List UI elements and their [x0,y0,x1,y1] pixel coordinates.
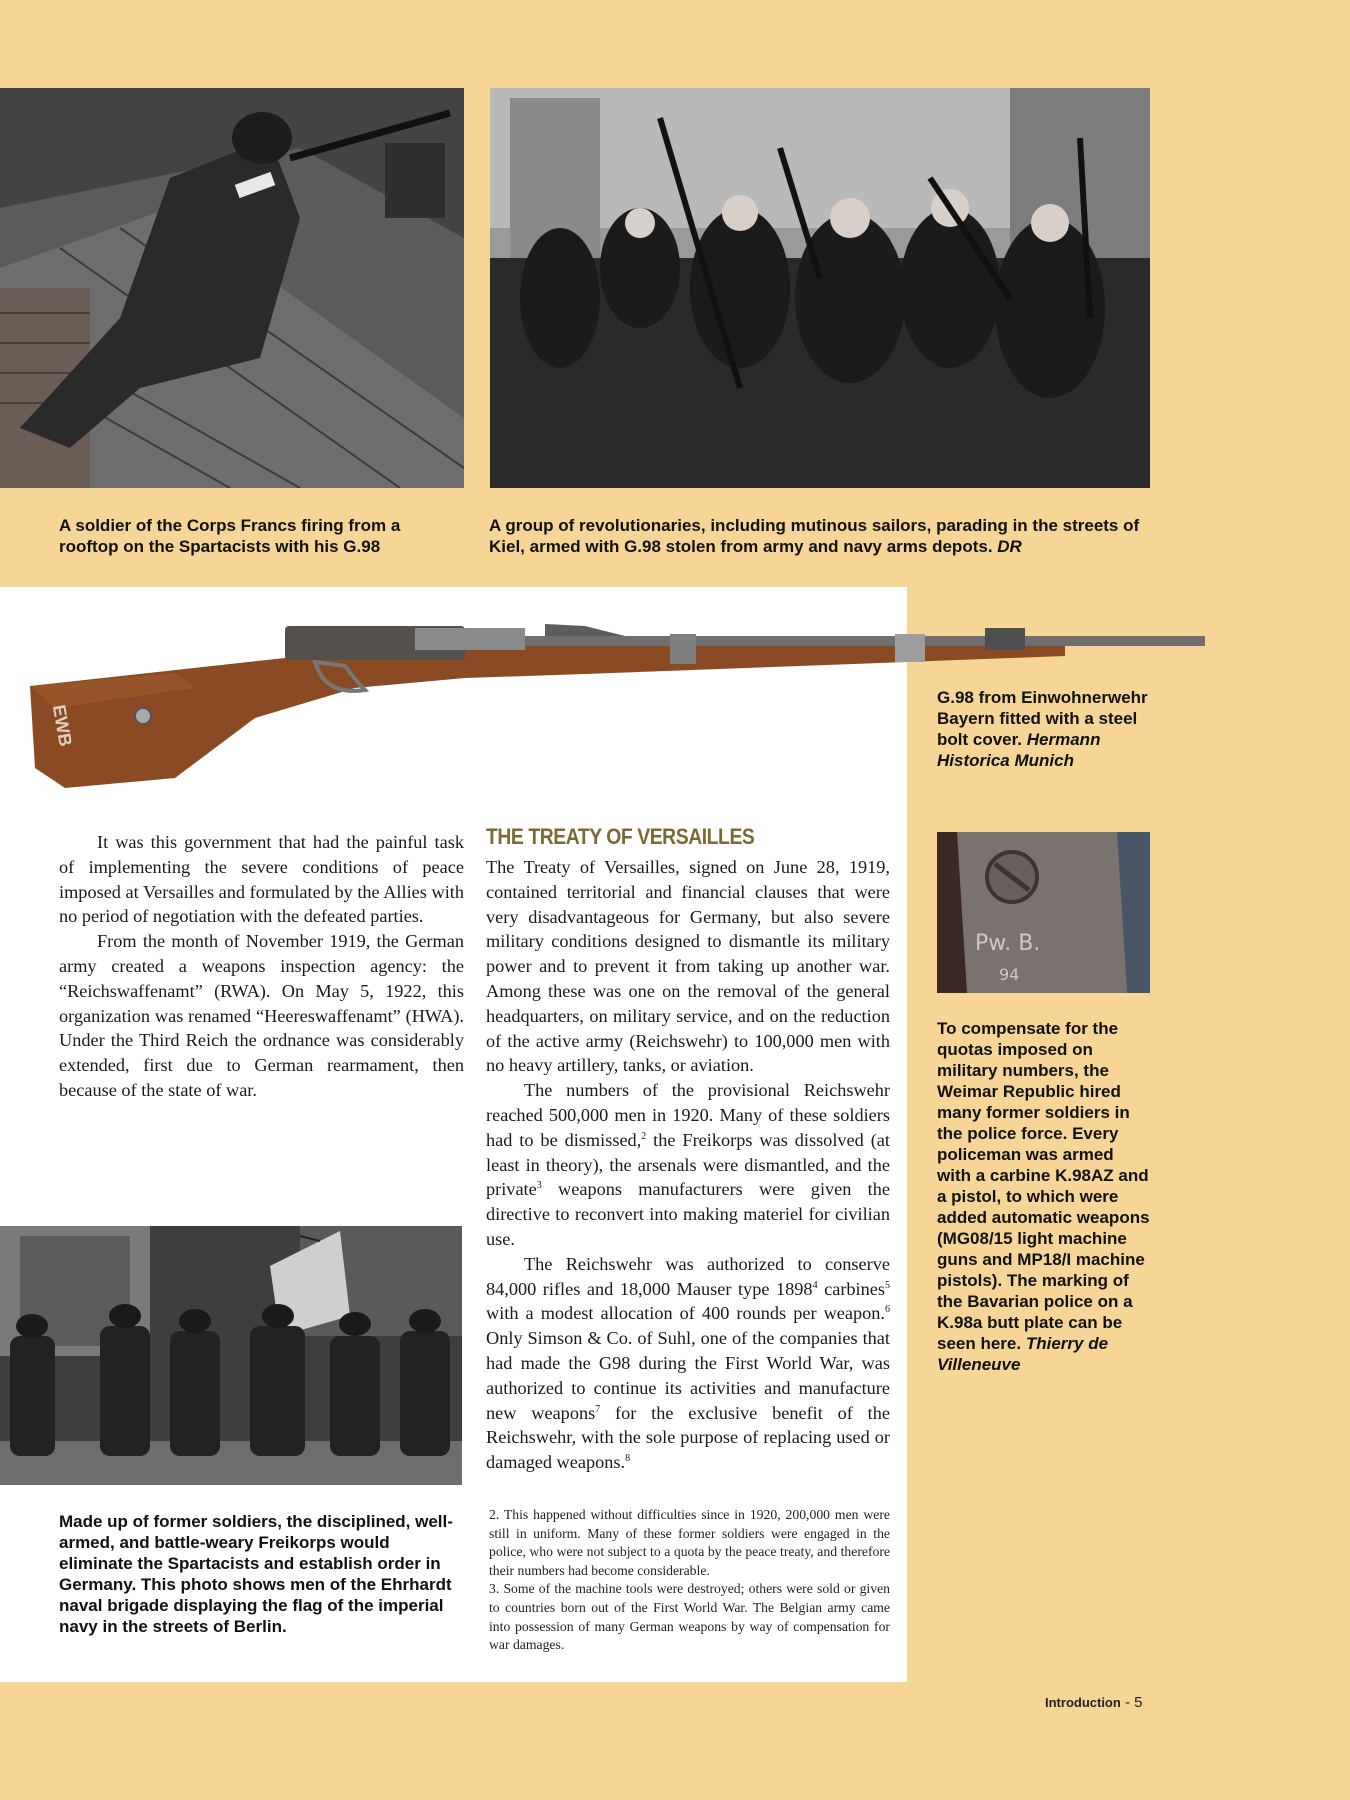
rifle-stock-marking: EWB [48,703,76,749]
section-heading: THE TREATY OF VERSAILLES [486,824,755,849]
butt-plate-marking-line2: 94 [999,965,1020,984]
page-number: 5 [1134,1694,1143,1711]
body-paragraph: It was this government that had the painful task of implementing the severe conditions of peace imposed at Versailles and formulated by the Allies with no period of negotiation with the defeated parties. [59,832,464,927]
photo-butt-plate-marking [937,832,1150,993]
caption-rifle [937,687,1157,771]
photo-rooftop-soldier [0,88,464,488]
body-paragraph: The Reichswehr was authorized to conserve 84,000 rifles and 18,000 Mauser type 1898$^4$ carbines$^5$ with a modest allocation of 400 rounds per weapon.$^6$ Only Simson & Co. of Suhl, one of the companies that had made the G98 during the First World War, was authorized to continue its activities and manufacture new weapons$^7$ for the exclusive benefit of the Reichswehr, with the sole purpose of replacing used or damaged weapons.$^8$ [486,1253,890,1473]
caption-kiel [489,515,1151,557]
body-paragraph: From the month of November 1919, the German army created a weapons inspection agency: the “Reichswaffenamt” (RWA). On May 5, 1922, this organization was renamed “Heereswaffenamt” (HWA). Under the Third Reich the ordnance was considerably extended, first due to German rearmament, then because of the state of war. [59,931,464,1100]
caption-rifle-credit: Hermann Historica Munich [937,730,1101,770]
folio-section: Introduction [1045,1695,1121,1710]
footnotes [489,1506,890,1655]
caption-rooftop [59,515,459,557]
caption-freikorps-text: Made up of former soldiers, the disciplined, well-armed, and battle-weary Freikorps would eliminate the Spartacists and establish order in Germany. This photo shows men of the Ehrhardt naval brigade displaying the flag of the imperial navy in the streets of Berlin. [59,1512,453,1636]
body-paragraph: The numbers of the provisional Reichswehr reached 500,000 men in 1920. Many of these soldiers had to be dismissed,$^2$ the Freikorps was dissolved (at least in theory), the arsenals were dismantled, and the private$^3$ weapons manufacturers were given the directive to reconvert into making materiel for civilian use. [486,1080,890,1249]
caption-freikorps [59,1511,463,1637]
body-paragraph: The Treaty of Versailles, signed on June 28, 1919, contained territorial and financial clauses that were very disadvantageous for Germany, but also severe military conditions designed to dismantle its military power and to prevent it from taking up another war. Among these was one on the removal of the general headquarters, on military service, and on the reduction of the active army (Reichswehr) to 100,000 men with no heavy artillery, tanks, or aviation. [486,857,890,1076]
photo-kiel-revolutionaries [490,88,1150,488]
folio-separator: - [1125,1694,1130,1711]
photo-freikorps-berlin [0,1226,462,1485]
middle-column-text [486,855,890,1475]
caption-kiel-text: A group of revolutionaries, including mutinous sailors, parading in the streets of Kiel, armed with G.98 stolen from army and navy arms depots. [489,516,1140,556]
caption-rooftop-text: A soldier of the Corps Francs firing from a rooftop on the Spartacists with his G.98 [59,516,401,556]
page-folio [1045,1694,1143,1711]
footnote: 3. Some of the machine tools were destroyed; others were sold or given to countries born out of the First World War. The Belgian army came into possession of many German weapons by way of compensation for war damages. [489,1581,890,1653]
footnote: 2. This happened without difficulties since in 1920, 200,000 men were still in uniform. Many of these former soldiers were engaged in the police, who were not subject to a quota by the peace treaty, and therefore their numbers had become considerable. [489,1507,890,1578]
caption-marking [937,1018,1151,1375]
caption-kiel-credit: DR [997,537,1022,556]
left-column-text [59,830,464,1103]
caption-marking-text: To compensate for the quotas imposed on military numbers, the Weimar Republic hired many former soldiers in the police force. Every policeman was armed with a carbine K.98AZ and a pistol, to which were added automatic weapons (MG08/15 light machine guns and MP18/I machine pistols). The marking of the Bavarian police on a K.98a butt plate can be seen here. [937,1019,1150,1353]
caption-marking-credit: Thierry de Villeneuve [937,1334,1109,1374]
caption-rifle-text: G.98 from Einwohnerwehr Bayern fitted with a steel bolt cover. [937,688,1148,749]
butt-plate-marking-line1: Pw. B. [975,931,1041,956]
